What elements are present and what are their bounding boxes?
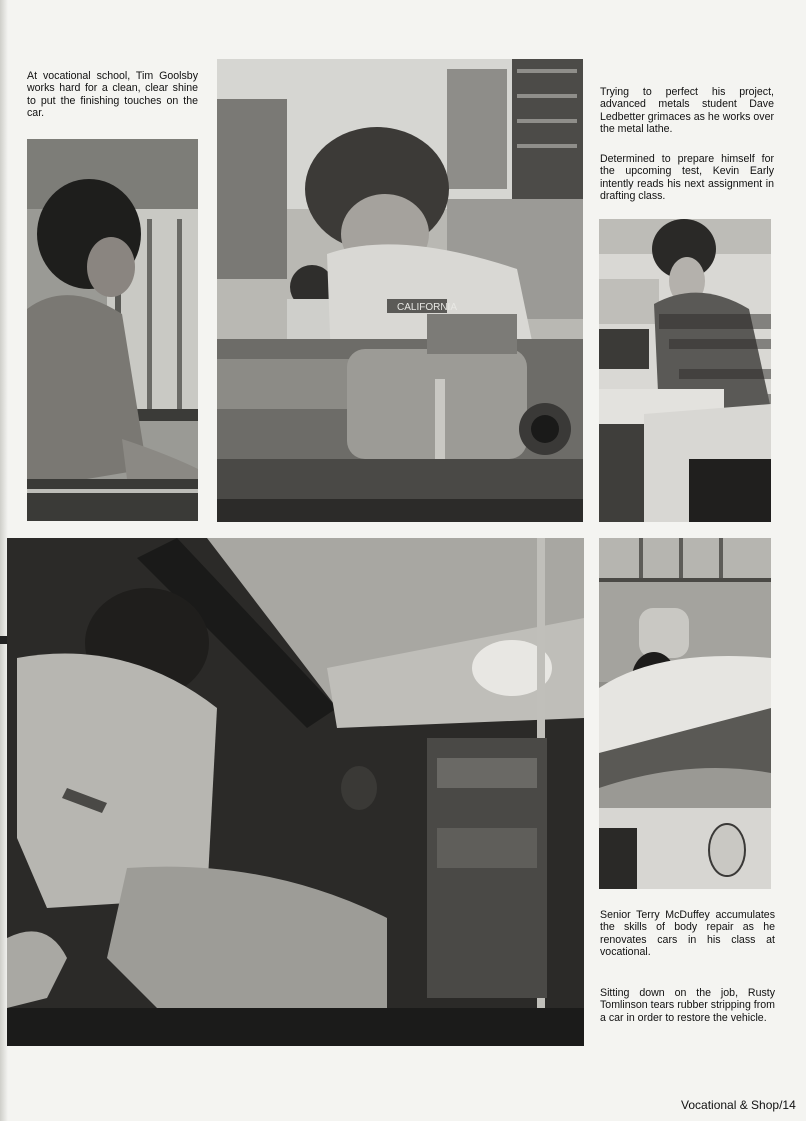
caption-ledbetter: Trying to perfect his project, advanced metals student Dave Ledbetter grimaces as he works over the metal lathe. (600, 86, 774, 136)
photo-goolsby-polishing (27, 139, 198, 521)
photo-ledbetter-lathe (217, 59, 583, 522)
caption-early: Determined to prepare himself for the upcoming test, Kevin Early intently reads his next assignment in drafting class. (600, 153, 774, 203)
photo-early-drafting (599, 219, 771, 522)
page-folio: Vocational & Shop/14 (681, 1098, 796, 1112)
caption-tomlinson: Sitting down on the job, Rusty Tomlinson tears rubber stripping from a car in order to restore the vehicle. (600, 987, 775, 1024)
caption-goolsby: At vocational school, Tim Goolsby works hard for a clean, clear shine to put the finishing touches on the car. (27, 70, 198, 120)
caption-mcduffey: Senior Terry McDuffey accumulates the skills of body repair as he renovates cars in his class at vocational. (600, 909, 775, 959)
photo-tomlinson-car (7, 538, 584, 1046)
photo-mcduffey-body-repair (599, 538, 771, 889)
tshirt-print: CALIFORNIA (397, 302, 458, 313)
